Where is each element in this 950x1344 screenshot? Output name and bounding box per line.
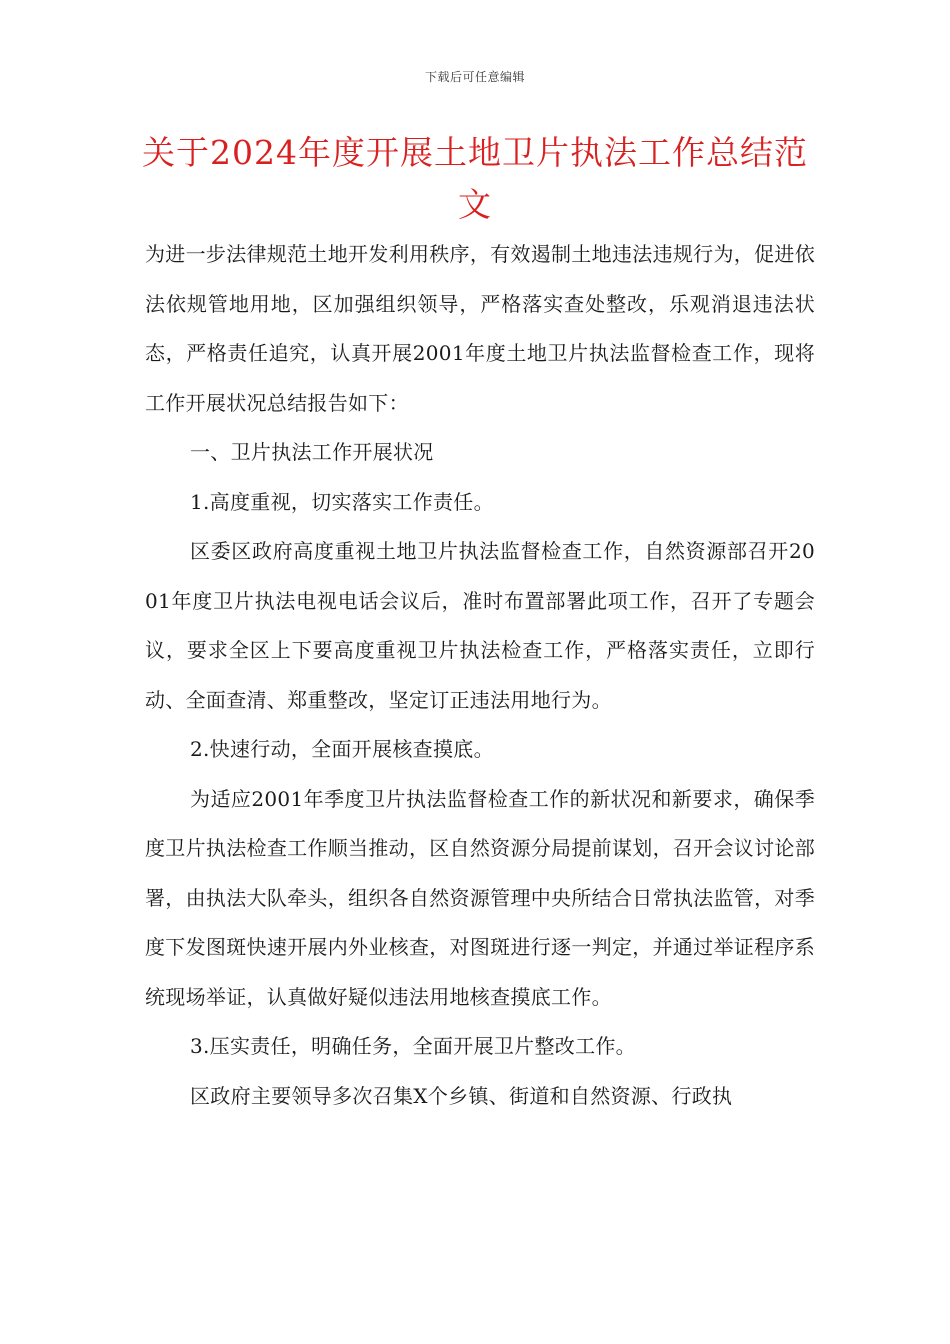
paragraph-intro: 为进一步法律规范土地开发利用秩序，有效遏制土地违法违规行为，促进依法依规管地用地，区加强组织领导，严格落实查处整改，乐观消退违法状态，严格责任追究，认真开展2001年度土地卫片执法监督检查工作，现将工作开展状况总结报告如下： <box>145 242 815 415</box>
paragraph-1: 区委区政府高度重视土地卫片执法监督检查工作，自然资源部召开2001年度卫片执法电视电话会议后，准时布置部署此项工作，召开了专题会议，要求全区上下要高度重视卫片执法检查工作，严格落实责任，立即行动、全面查清、郑重整改，坚定订正违法用地行为。 <box>145 539 815 712</box>
subheading-3: 3.压实责任，明确任务，全面开展卫片整改工作。 <box>190 1034 636 1058</box>
section-heading-1: 一、卫片执法工作开展状况 <box>190 440 434 464</box>
paragraph-2: 为适应2001年季度卫片执法监督检查工作的新状况和新要求，确保季度卫片执法检查工作顺当推动，区自然资源分局提前谋划，召开会议讨论部署，由执法大队牵头，组织各自然资源管理中央所结合日常执法监管，对季度下发图斑快速开展内外业核查，对图斑进行逐一判定，并通过举证程序系统现场举证，认真做好疑似违法用地核查摸底工作。 <box>145 786 815 1009</box>
subheading-1: 1.高度重视，切实落实工作责任。 <box>190 489 494 514</box>
paragraph-3: 区政府主要领导多次召集X个乡镇、街道和自然资源、行政执 <box>190 1083 733 1108</box>
header-note: 下载后可任意编辑 <box>424 70 525 84</box>
subheading-2: 2.快速行动，全面开展核查摸底。 <box>190 737 494 761</box>
document-title: 关于2024年度开展土地卫片执法工作总结范文 <box>142 133 808 224</box>
document-body <box>145 230 815 1121</box>
